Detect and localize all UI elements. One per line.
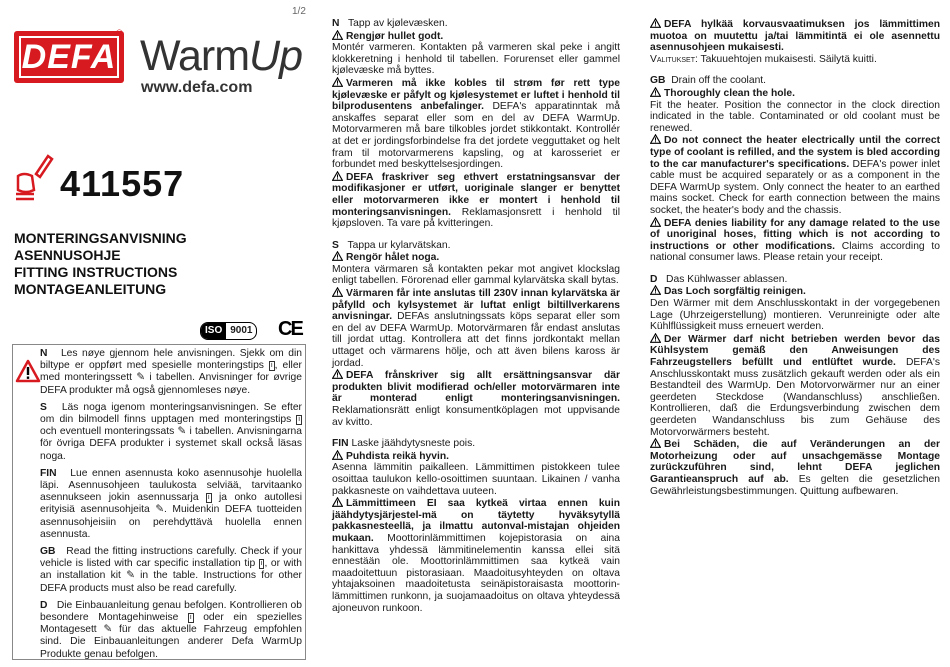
column-right bbox=[650, 18, 940, 507]
warning-icon bbox=[332, 497, 343, 507]
section-s: S Tappa ur kylarvätskan. Rengör hålet noga. Montera värmaren så kontakten pekar mot angivet klockslag enligt tabellen. Förorenad eller gammal kylarvätska skall bytas. Värmaren får inte anslutas till 230V innan kylarvätska är påfylld och kylsystemet är luftat enligt biltillverkarens anvisningar. DEFAs anslutningssats köps separat eller som en del av DEFA WarmUp. Motorvärmaren får endast anslutas till jordat uttag. Kontrollera att det finns jordkontakt mellan uttaget och värmarens hölje, och att även bilens kaross är jordad. DEFA frånskriver sig allt ersättningsansvar där produkten blivit modifierad och/eller motorvärmaren inte är monterad enligt monteringsanvisningen. Reklamationsrätt enligt konsumentköplagen mot uppvisande av kvitto. bbox=[332, 239, 620, 428]
title-de: MONTAGEANLEITUNG bbox=[14, 281, 167, 297]
section-fin-main: FIN Laske jäähdytysneste pois. Puhdista reikä hyvin. Asenna lämmitin paikalleen. Lämmittimen pistokkeen tulee osoittaa taulukon kello-osoittimen suuntaan. Likainen / vanha pakkasneste on vaihdettava uuteen. Lämmittimeen EI saa kytkeä virtaa ennen kuin jäähdytysjärjestel-mä on täytetty hyväksytyllä pakkasnesteellä, ja ilmattu autonval-mistajan ohjeiden mukaan. Moottorinlämmittimen kojepistorasia on aina hankittava yhdessä lämmitinelementin kanssa ellei sitä ennestään ole. Moottorinlämmittimen saa kytkeä vain maadoitettuun pistorasiaan. Maadoitusyhteyden on oltava yhtajaksoinen maadoitetusta seinäpistoraisasta moottorin-lämmittimen runkonn, ja suojamaadoitus on oltava yhteydessä ajoneuvon runkoon. bbox=[332, 438, 620, 614]
warning-icon bbox=[332, 30, 343, 40]
tip-icon: i bbox=[190, 614, 192, 622]
warning-no: N Les nøye gjennom hele anvisningen. Sjekk om din biltype er oppført med spesielle monteringstips i , eller med monteringssett ✎ i tabellen. Anvisninger for øvrige DEFA produkter må også gjennomleses nøye. bbox=[40, 348, 302, 396]
warmup-brand bbox=[140, 32, 302, 80]
warning-icon bbox=[650, 333, 661, 343]
warning-icon bbox=[650, 87, 661, 97]
iso-9001-badge: ISO 9001 bbox=[200, 322, 257, 340]
warning-icon bbox=[650, 217, 661, 227]
warning-s: S Läs noga igenom monteringsanvisningen. Se efter om din bilmodell finns upptagen med monteringstips i och eventuell monteringssats ✎ i tabellen. Anvisningarna för övriga DEFA produkter i systemet skall också läsas noga. bbox=[40, 401, 302, 462]
section-d: D Das Kühlwasser ablassen. Das Loch sorgfältig reinigen. Den Wärmer mit dem Anschlusskontakt in der vorgegebenen Lage (Uhrzeigerstellung) montieren. Verunreinigte oder alte Kühlflüssigkeit muss erneuert werden. Der Wärmer darf nicht betrieben werden bevor das Kühlsystem gemäß den Anweisungen des Fahrzeugstellers befüllt und entlüftet wurde. DEFA's Anschlusskontakt muss zusätzlich gekauft werden oder als ein Bestandteil des WarmUp. Den Motorvorwärmer nur an einer geerdeten Steckdose (Wandanschluss) anschließen. Kontrollieren, daß die Erdungsverbindung zwischen dem geerdeten Wandanschluss bis zum Gehäuse des Motorvorwärmers besteht. Bei Schäden, die auf Veränderungen an der Motorheizung oder auf unsachgemässe Montage zurückzuführen sind, lehnt DEFA jeglichen Garantieanspruch auf ab. Es gelten die gesetzlichen Gewährleistungsbestimmungen. Quittung aufbewaren. bbox=[650, 273, 941, 497]
warning-icon bbox=[332, 369, 343, 379]
engine-heater-icon bbox=[12, 150, 54, 202]
title-fi: ASENNUSOHJE bbox=[14, 247, 121, 263]
title-en: FITTING INSTRUCTIONS bbox=[14, 264, 178, 280]
warning-icon bbox=[650, 285, 661, 295]
warning-icon bbox=[650, 134, 661, 144]
kit-icon: ✎ bbox=[177, 426, 187, 438]
kit-icon: ✎ bbox=[126, 570, 135, 582]
warning-triangle-icon bbox=[15, 359, 41, 383]
title-no: MONTERINGSANVISNING bbox=[14, 230, 187, 246]
warning-gb: GB Read the fitting instructions carefully. Check if your vehicle is listed with car specific installation tip i , or with an installation kit ✎ in the table. Instructions for other DEFA products must also be read carefully. bbox=[40, 546, 302, 594]
registered-mark: ® bbox=[116, 28, 123, 38]
tip-icon: i bbox=[208, 494, 210, 502]
warning-d: D Die Einbauanleitung genau befolgen. Kontrollieren ob besondere Montagehinweise i oder ein spezielles Montagesett ✎ für das aktuelle Fahrzeug empfohlen sind. Die Einbauanleitungen anderer Defa WarmUp Produkte genau befolgen. bbox=[40, 599, 302, 660]
column-middle bbox=[332, 18, 620, 624]
defa-logo bbox=[14, 31, 124, 83]
warning-icon bbox=[332, 450, 343, 460]
warning-fin: FIN Lue ennen asennusta koko asennusohje huolella läpi. Asennusohjeen taulukosta selviää, tarvitaanko asennukseen jokin asennussarja i ja onko autollesi erityisiä asennusohjeita ✎. Muidenkin DEFA tuotteiden asennusohjeisiin on perehdyttävä huolella ennen asennusta. bbox=[40, 467, 303, 540]
warning-icon bbox=[650, 18, 661, 28]
logo-text: DEFA bbox=[19, 36, 119, 78]
tip-icon: i bbox=[271, 362, 273, 370]
ce-mark: CE bbox=[278, 318, 302, 340]
section-gb: GB Drain off the coolant. Thoroughly clean the hole. Fit the heater. Position the connector in the clock direction indicated in the table. Contaminated or old coolant must be renewed. Do not connect the heater electrically until the correct type of coolant is refilled, and the system is bled according to the car manufacturer's specifications. DEFA's power inlet cable must be acquired separately or as a component in the DEFA WarmUp system. Only connect the heater to an earthed mains socket. Check for earth connection between the mains socket, the heater's body and the chassis. DEFA denies liability for any damage related to the use of unoriginal hoses, fitting which is not according to instructions or other modifications. Claims according to national consumer laws. Please retain your receipt. bbox=[650, 75, 940, 264]
document-titles bbox=[14, 230, 187, 298]
warning-icon bbox=[650, 438, 661, 448]
tip-icon: i bbox=[298, 416, 300, 424]
page-number: 1/2 bbox=[292, 6, 306, 17]
brand-prefix: Warm bbox=[140, 32, 250, 80]
tip-icon: i bbox=[260, 560, 263, 568]
kit-icon: ✎ bbox=[155, 504, 164, 516]
warning-icon bbox=[332, 251, 343, 261]
website-link[interactable]: www.defa.com bbox=[141, 79, 253, 96]
section-fin-liability: DEFA hylkää korvausvaatimuksen jos lämmittimen muotoa on muutettu ja/tai lämmitintä ei ole asennettu asennusohjeen mukaisesti. Valitukset: Takuuehtojen mukaisesti. Säilytä kuitti. bbox=[650, 19, 940, 65]
warning-icon bbox=[332, 287, 343, 297]
read-instructions-box bbox=[12, 344, 306, 660]
product-number: 411557 bbox=[60, 163, 185, 204]
warning-icon bbox=[332, 171, 343, 181]
kit-icon: ✎ bbox=[136, 372, 145, 384]
kit-icon: ✎ bbox=[103, 624, 113, 636]
section-n: N Tapp av kjølevæsken. Rengjør hullet godt. Montér varmeren. Kontakten på varmeren skal peke i angitt klokkeretning i henhold til tabellen. Forurenset eller gammel kjølevæske må byttes. Varmeren må ikke kobles til strøm før rett type kjølevæske er påfylt og kjølesystemet er luftet i henhold til bilprodusentens anbefalinger. DEFA's apparatinntak må anskaffes separat eller som en del av DEFA WarmUp. Motorvarmeren må bare tilkobles jordet stikkontakt. Kontrollér at det er jordingsforbindelse fra det jordete vegguttaket og helt fram til motorvarmerens kapsling, og at karosseriet er forbundet med beskyttelsesjordingen. DEFA fraskriver seg ethvert erstatningsansvar der modifikasjoner er utført, uoriginale slanger er benyttet eller motorvarmeren ikke er montert i henhold til monteringsanvisningen. Reklamasjonsrett i henhold til kjøpsloven. Ta vare på kvitteringen. bbox=[332, 18, 620, 230]
brand-suffix: Up bbox=[249, 32, 303, 80]
warning-icon bbox=[332, 77, 343, 87]
